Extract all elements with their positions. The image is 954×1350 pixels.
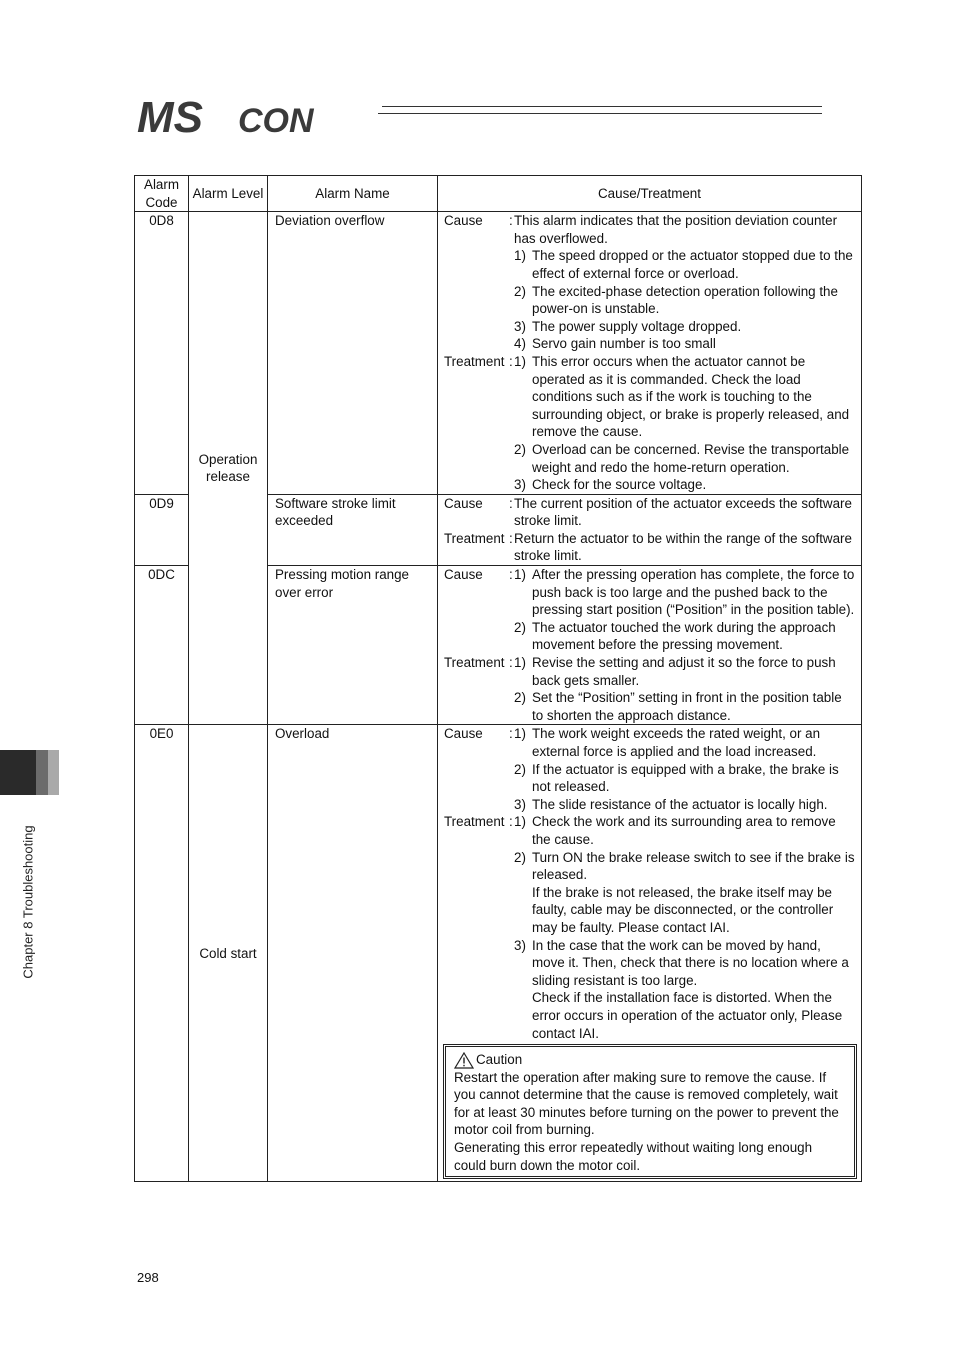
chapter-tab [0,750,59,795]
table-row [135,725,862,1182]
caution-title: Caution [476,1052,523,1068]
alarm-code: 0D8 [135,212,189,495]
header-alarm-name: Alarm Name [268,176,438,212]
header-rule-top [382,106,822,107]
treatment-label: Treatment [444,814,505,830]
cause-item: The excited-phase detection operation following the power-on is unstable. [532,283,838,317]
svg-text:CON: CON [238,102,314,137]
table-row [135,212,862,495]
mscon-logo [137,95,369,137]
table-header-row [135,176,862,212]
alarm-code: 0DC [135,566,189,725]
cause-treatment: Cause : 1) After the pressing operation has complete, the force to push back is too large and the pushed back to the pressing start position (“Position” in the position table). 2) The actuator touched the work during the approach movement before the pressing movement. Treatment : 1) Revise the setting and adjust it so the force to push back gets smaller. 2) Set the “Position” setting in front in the position table to shorten the approach distance. [438,566,862,725]
caution-box [443,1044,857,1179]
cause-item: The slide resistance of the actuator is locally high. [532,796,828,812]
chapter-label: Chapter 8 Troubleshooting [20,825,36,979]
cause-item: The speed dropped or the actuator stopped due to the effect of external force or overload. [532,248,853,281]
treatment-item: Turn ON the brake release switch to see if the brake is released. [532,849,855,883]
caution-text: Generating this error repeatedly without waiting long enough could burn down the motor coil. [454,1140,813,1173]
treatment-item: Check for the source voltage. [532,477,707,493]
cause-label: Cause [444,213,483,229]
cause-item: After the pressing operation has complete, the force to push back is too large and the pushed back to the pressing start position (“Position” in the position table). [532,567,855,618]
treatment-text: Return the actuator to be within the range of the software stroke limit. [514,530,852,564]
treatment-item: In the case that the work can be moved by hand, move it. Then, check that there is no location where a sliding resistant is too large. [532,937,849,988]
cause-text: This alarm indicates that the position deviation counter has overflowed. [514,213,838,246]
alarm-code: 0D9 [135,494,189,565]
cause-item: The actuator touched the work during the approach movement before the pressing movement. [532,619,836,653]
alarm-name: Software stroke limit exceeded [268,494,438,565]
cause-treatment: Cause : This alarm indicates that the position deviation counter has overflowed. 1) The speed dropped or the actuator stopped due to the effect of external force or overload. 2) The excited-phase detection operation following the power-on is unstable. 3) The power supply voltage dropped. 4) Servo gain number is too small Treatment : 1) This error occurs when the actuator cannot be operated as it is commanded. Check the load conditions such as if the work is touching to the surrounding object, or brake is properly released, and remove the cause. 2) Overload can be concerned. Revise the transportable weight and redo the home-return operation. 3) Check for the source voltage. [438,212,862,495]
cause-item: The work weight exceeds the rated weight, or an external force is applied and the load increased. [532,726,821,759]
cause-item: The power supply voltage dropped. [532,318,742,334]
cause-treatment: Cause : 1) The work weight exceeds the rated weight, or an external force is applied and the load increased. 2) If the actuator is equipped with a brake, the brake is not released. 3) The slide resistance of the actuator is locally high. Treatment : 1) Check the work and its surrounding area to remove the cause. 2) Turn ON the brake release switch to see if the brake is released. If the brake is not released, the brake itself may be faulty, cable may be disconnected, or the controller may be faulty. Please contact IAI. 3) In the case that the work can be moved by hand, move it. Then, check that there is no location where a sliding resistant is too large. Check if the installation face is distorted. When the error occurs in operation of the actuator only, Please contact IAI. Caution Restart the operation after making sure to remove the cause. If you cannot determine that the cause is removed completely, wait for at least 30 minutes before turning on the power to prevent the motor coil from burning. Generating this error repeatedly without waiting long enough could burn down the motor coil. [438,725,862,1182]
alarm-code: 0E0 [135,725,189,1182]
treatment-item: Revise the setting and adjust it so the force to push back gets smaller. [532,655,836,688]
warning-icon [454,1052,474,1069]
alarm-level: Cold start [189,725,268,1182]
cause-treatment: Cause : The current position of the actuator exceeds the software stroke limit. Treatment : Return the actuator to be within the range of the software stroke limit. [438,494,862,565]
treatment-item: Overload can be concerned. Revise the transportable weight and redo the home-return operation. [532,441,850,475]
treatment-item: Check the work and its surrounding area to remove the cause. [532,814,836,847]
treatment-item: This error occurs when the actuator cannot be operated as it is commanded. Check the load conditions such as if the work is touching to the surrounding object, or brake is properly released, and remove the cause. [532,353,850,440]
treatment-label: Treatment [444,530,505,546]
cause-label: Cause [444,567,483,583]
header-alarm-code: Alarm Code [135,176,189,212]
page-number: 298 [137,1270,159,1285]
treatment-note: Check if the installation face is distorted. When the error occurs in operation of the actuator only, Please contact IAI. [532,990,843,1041]
svg-text:MS: MS [137,95,203,137]
cause-label: Cause [444,495,483,511]
treatment-item: Set the “Position” setting in front in the position table to shorten the approach distance. [532,690,842,723]
caution-text: Restart the operation after making sure to remove the cause. If you cannot determine that the cause is removed completely, wait for at least 30 minutes before turning on the power to prevent the motor coil from burning. [454,1069,839,1138]
header-rule-bottom [378,113,822,114]
alarm-level: Operation release [189,212,268,725]
cause-item: Servo gain number is too small [532,336,716,352]
header-alarm-level: Alarm Level [189,176,268,212]
alarm-name: Pressing motion range over error [268,566,438,725]
cause-label: Cause [444,726,483,742]
treatment-note: If the brake is not released, the brake itself may be faulty, cable may be disconnected, or the controller may be faulty. Please contact IAI. [532,884,834,935]
cause-text: The current position of the actuator exceeds the software stroke limit. [514,495,852,529]
alarm-name: Deviation overflow [268,212,438,495]
alarm-table [134,175,862,1182]
treatment-label: Treatment [444,353,505,369]
header-cause-treatment: Cause/Treatment [438,176,862,212]
treatment-label: Treatment [444,655,505,671]
cause-item: If the actuator is equipped with a brake, the brake is not released. [532,761,839,795]
alarm-name: Overload [268,725,438,1182]
